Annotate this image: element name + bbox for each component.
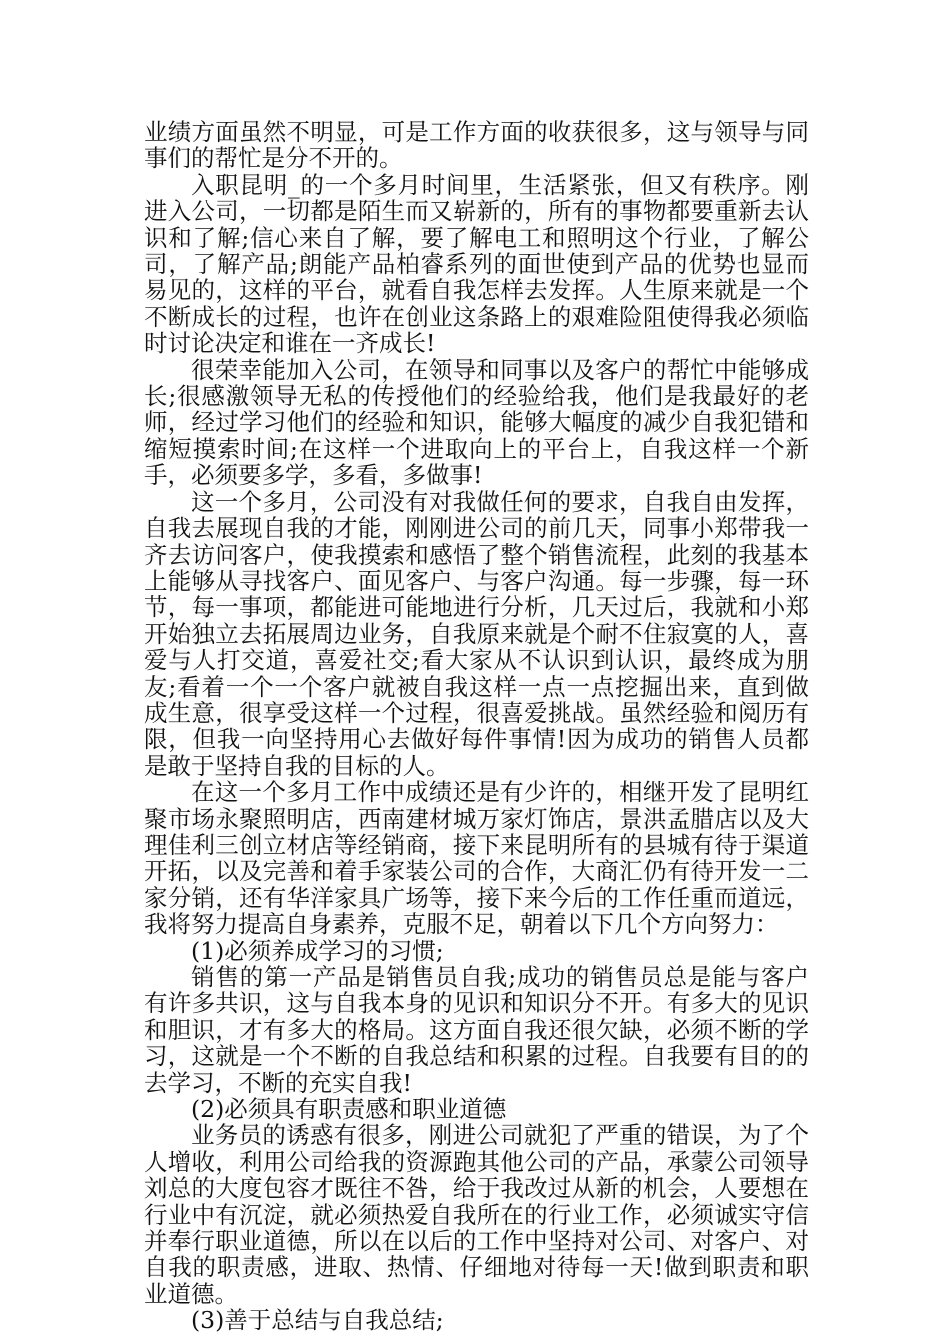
document-body <box>144 119 809 1334</box>
heading-item-2: (2)必须具有职责感和职业道德 <box>191 1095 507 1124</box>
heading-item-3: (3)善于总结与自我总结; <box>191 1306 444 1335</box>
paragraph-achievements: 在这一个多月工作中成绩还是有少许的，相继开发了昆明红聚市场永聚照明店，西南建材城万家灯饰店，景洪孟腊店以及大理佳利三创立材店等经销商，接下来昆明所有的县城有待于渠道开拓，以及完善和着手家装公司的合作，大商汇仍有待开发一二家分销，还有华洋家具广场等，接下来今后的工作任重而道远，我将努力提高自身素养，克服不足，朝着以下几个方向努力： <box>144 778 809 939</box>
paragraph-gratitude: 很荣幸能加入公司，在领导和同事以及客户的帮忙中能够成长;很感激领导无私的传授他们的经验给我，他们是我最好的老师，经过学习他们的经验和知识，能够大幅度的减少自我犯错和缩短摸索时间;在这样一个进取向上的平台上，自我这样一个新手，必须要多学，多看，多做事! <box>144 355 809 490</box>
paragraph-first-month: 这一个多月，公司没有对我做任何的要求，自我自由发挥，自我去展现自我的才能，刚刚进公司的前几天，同事小郑带我一齐去访问客户，使我摸索和感悟了整个销售流程，此刻的我基本上能够从寻找客户、面见客户、与客户沟通。每一步骤，每一环节，每一事项，都能进可能地进行分析，几天过后，我就和小郑开始独立去拓展周边业务，自我原来就是个耐不住寂寞的人，喜爱与人打交道，喜爱社交;看大家从不认识到认识，最终成为朋友;看着一个一个客户就被自我这样一点一点挖掘出来，直到做成生意，很享受这样一个过程，很喜爱挑战。虽然经验和阅历有限，但我一向坚持用心去做好每件事情!因为成功的销售人员都是敢于坚持自我的目标的人。 <box>144 487 809 780</box>
paragraph-continuation: 业绩方面虽然不明显，可是工作方面的收获很多，这与领导与同事们的帮忙是分不开的。 <box>144 118 809 173</box>
paragraph-learning: 销售的第一产品是销售员自我;成功的销售员总是能与客户有许多共识，这与自我本身的见识和知识分不开。有多大的见识和胆识，才有多大的格局。这方面自我还很欠缺，必须不断的学习，这就是一个不断的自我总结和积累的过程。自我要有目的的去学习，不断的充实自我! <box>144 963 809 1097</box>
heading-item-1: (1)必须养成学习的习惯; <box>191 936 444 965</box>
paragraph-onboarding: 入职昆明_的一个多月时间里，生活紧张，但又有秩序。刚进入公司，一切都是陌生而又崭新的，所有的事物都要重新去认识和了解;信心来自了解，要了解电工和照明这个行业，了解公司，了解产品;朗能产品柏睿系列的面世使到产品的优势也显而易见的，这样的平台，就看自我怎样去发挥。人生原来就是一个不断成长的过程，也许在创业这条路上的艰难险阻使得我必须临时讨论决定和谁在一齐成长! <box>144 170 809 358</box>
paragraph-ethics: 业务员的诱惑有很多，刚进公司就犯了严重的错误，为了个人增收，利用公司给我的资源跑其他公司的产品，承蒙公司领导刘总的大度包容才既往不咎，给于我改过从新的机会，人要想在行业中有沉淀，就必须热爱自我所在的行业工作，必须诚实守信并奉行职业道德，所以在以后的工作中坚持对公司、对客户、对自我的职责感，进取、热情、仔细地对待每一天!做到职责和职业道德。 <box>144 1121 809 1308</box>
